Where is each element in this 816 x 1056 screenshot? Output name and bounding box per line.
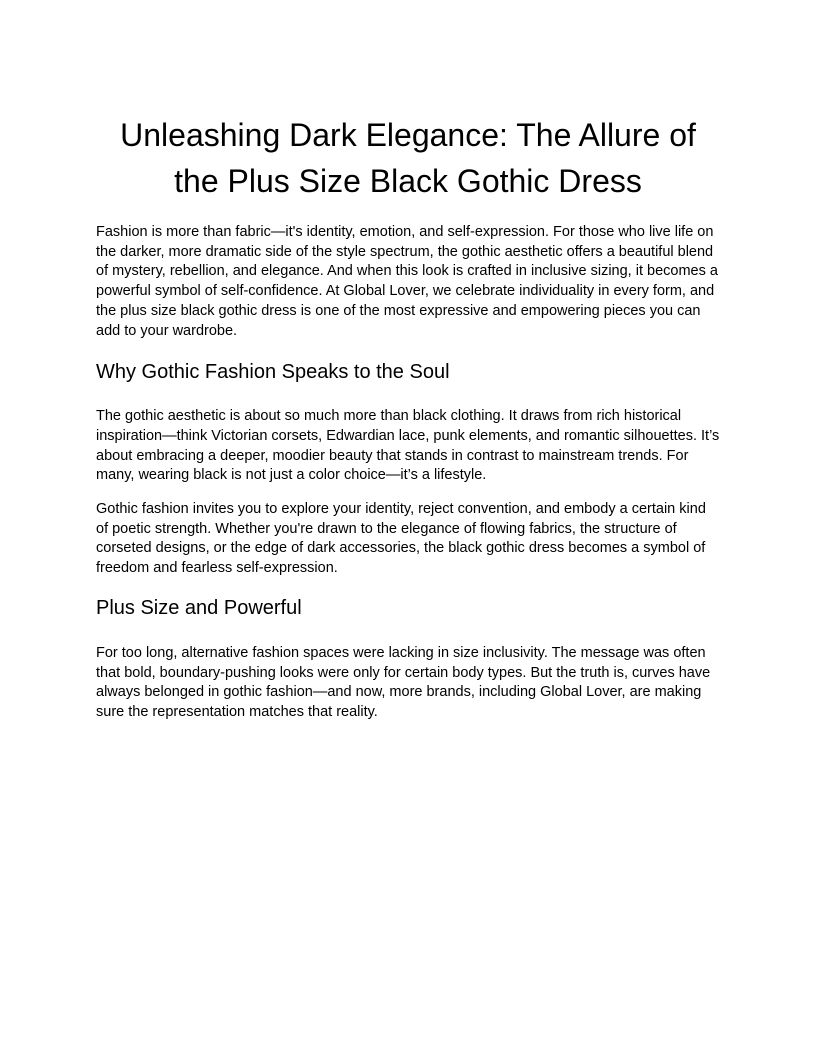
section-paragraph: Gothic fashion invites you to explore your identity, reject convention, and embody a certain kind of poetic strength. Whether you're drawn to the elegance of flowing fabrics, the structure of corseted designs, or the edge of dark accessories, the black gothic dress becomes a symbol of freedom and fearless self-expression. <box>96 501 706 577</box>
document-page <box>96 112 720 723</box>
section-heading-plus-size: Plus Size and Powerful <box>96 596 302 619</box>
section-paragraph: For too long, alternative fashion spaces were lacking in size inclusivity. The message was often that bold, boundary-pushing looks were only for certain body types. But the truth is, curves have always belonged in gothic fashion—and now, more brands, including Global Lover, are making sure the representation matches that reality. <box>96 644 711 720</box>
section-heading-why-gothic: Why Gothic Fashion Speaks to the Soul <box>96 361 450 384</box>
document-title: Unleashing Dark Elegance: The Allure of the Plus Size Black Gothic Dress <box>120 117 696 199</box>
intro-paragraph: Fashion is more than fabric—it's identity, emotion, and self-expression. For those who live life on the darker, more dramatic side of the style spectrum, the gothic aesthetic offers a beautiful blend of mystery, rebellion, and elegance. And when this look is crafted in inclusive sizing, it becomes a powerful symbol of self-confidence. At Global Lover, we celebrate individuality in every form, and the plus size black gothic dress is one of the most expressive and empowering pieces you can add to your wardrobe. <box>96 224 718 339</box>
section-paragraph: The gothic aesthetic is about so much more than black clothing. It draws from rich historical inspiration—think Victorian corsets, Edwardian lace, punk elements, and romantic silhouettes. It’s about embracing a deeper, moodier beauty that stands in contrast to mainstream trends. For many, wearing black is not just a color choice—it’s a lifestyle. <box>96 408 720 484</box>
